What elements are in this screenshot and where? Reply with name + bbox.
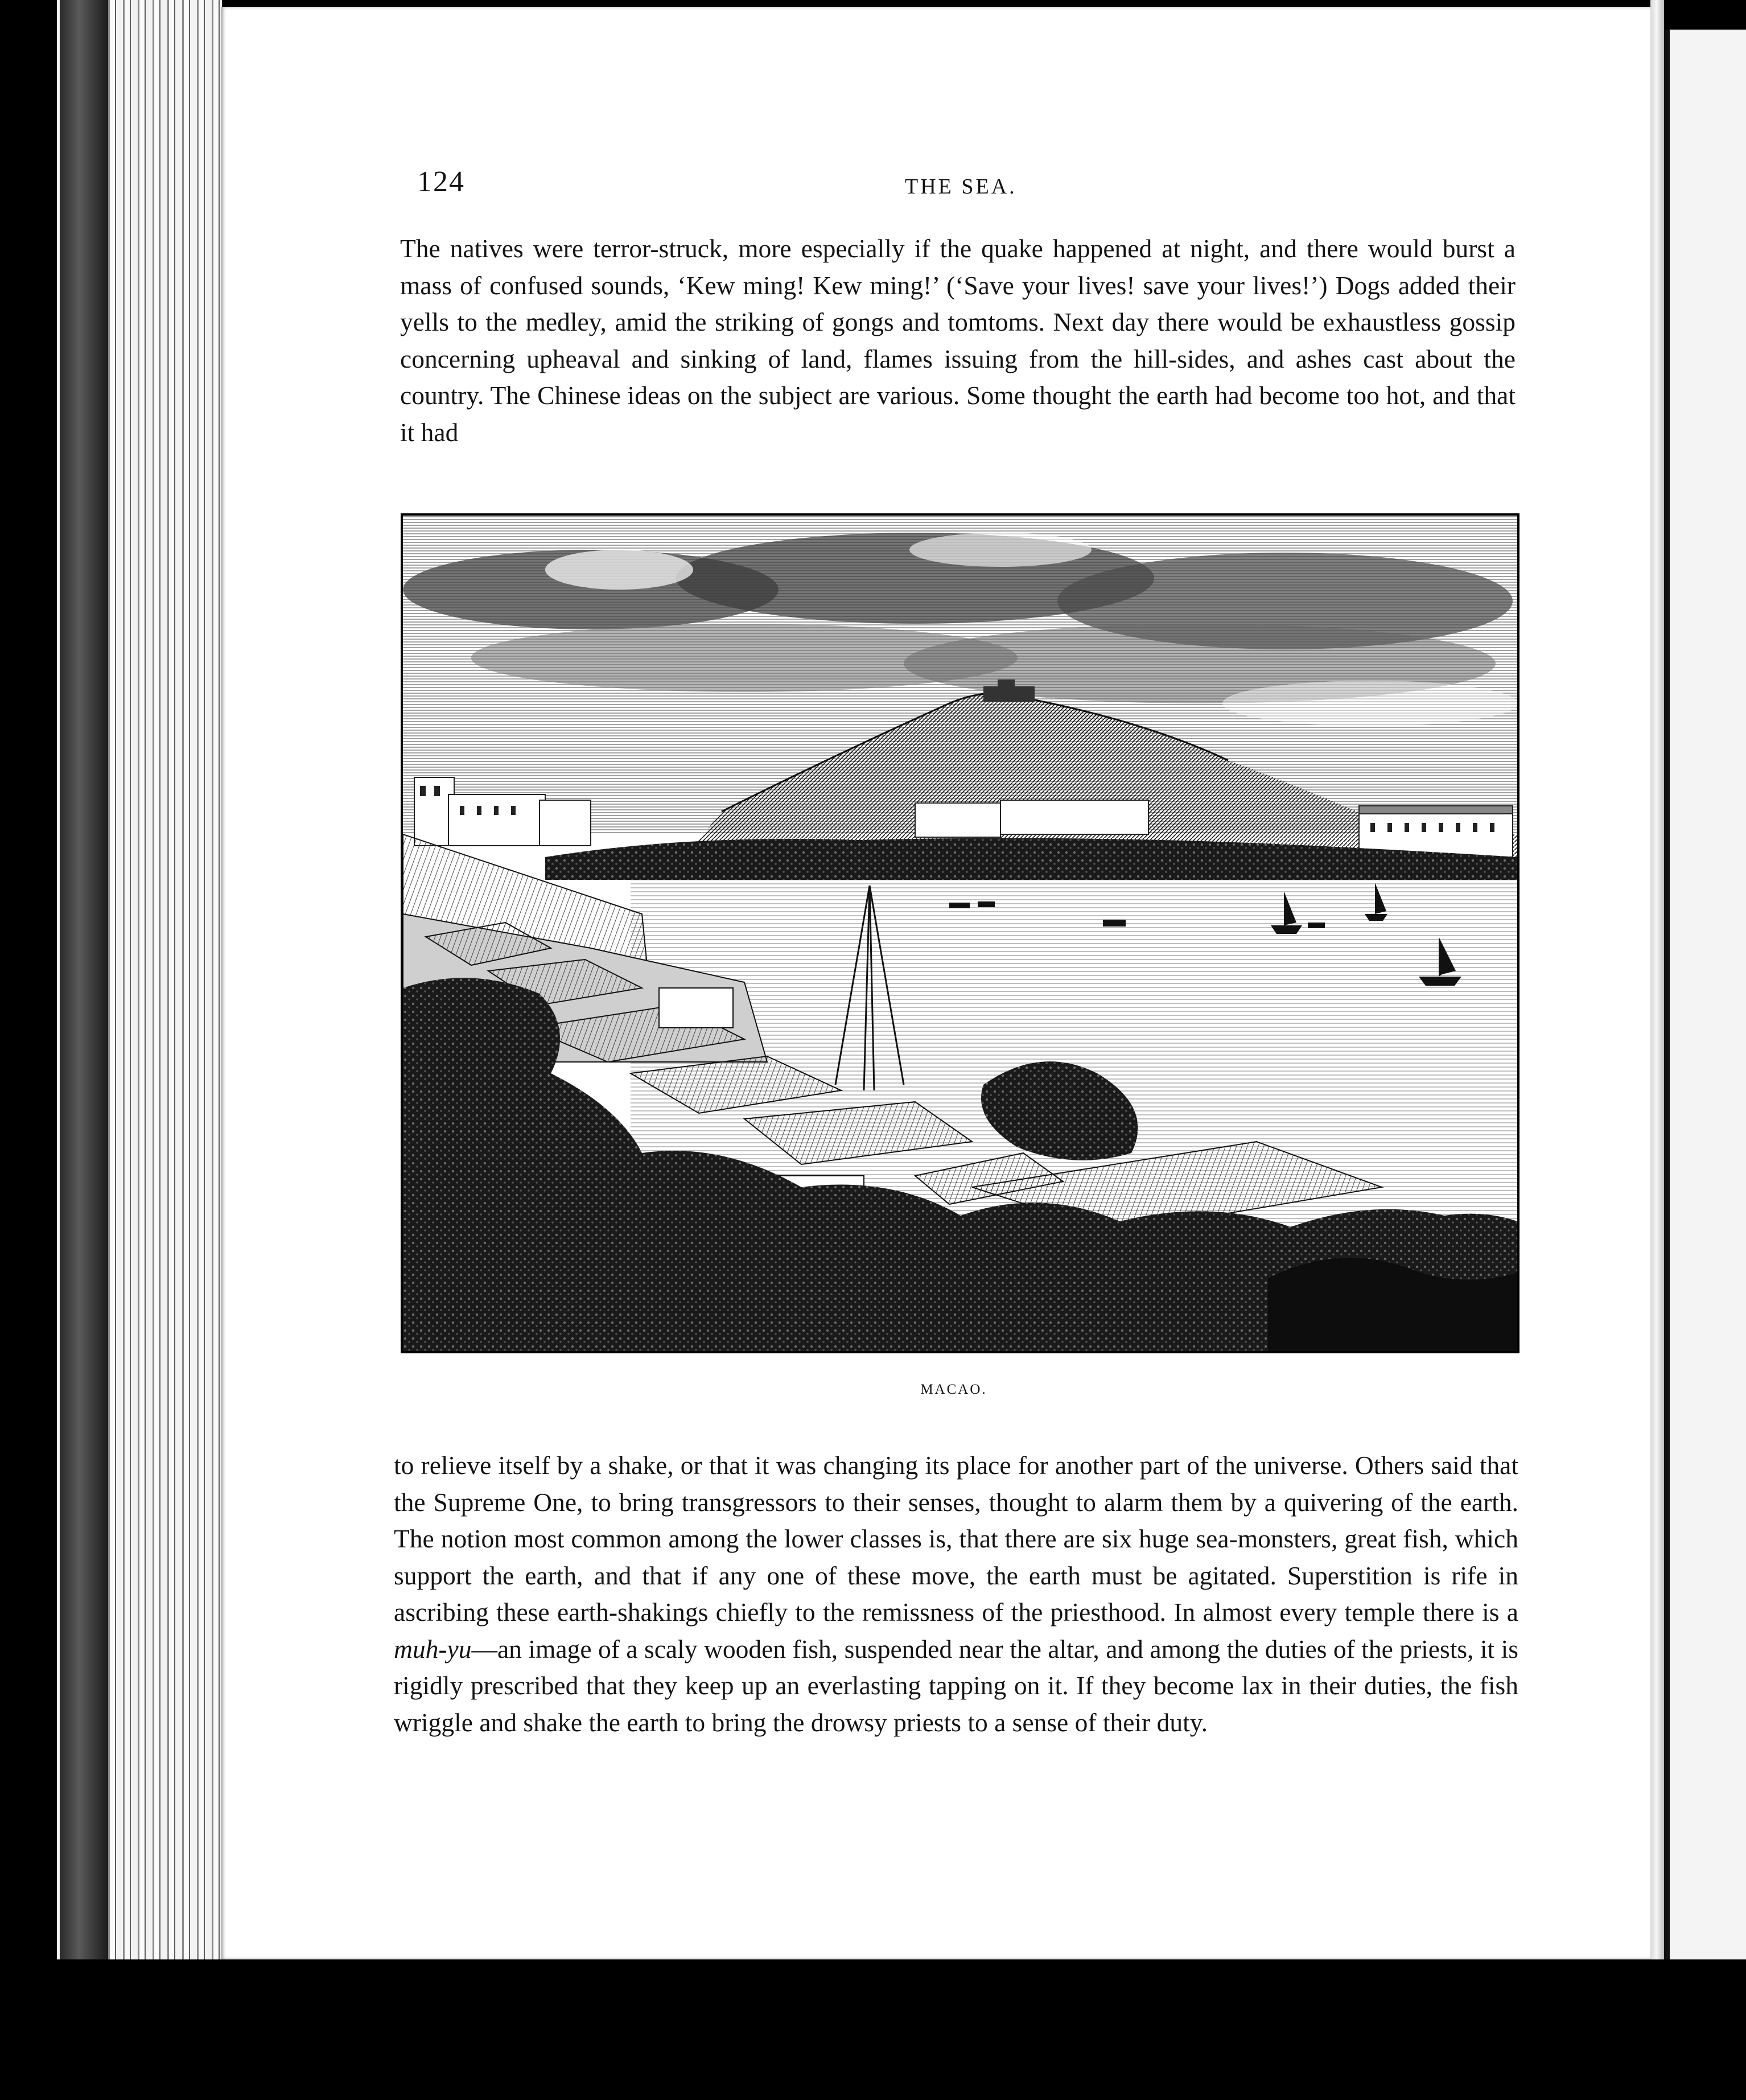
- paragraph-top: The natives were terror-struck, more especially if the quake happened at night, and there would burst a mass of confused sounds, ‘Kew ming! Kew ming!’ (‘Save your lives! save your lives!’) Dogs added their yells to the medley, amid the striking of gongs and tomtoms. Next day there would be exhaustless gossip concerning upheaval and sinking of land, flames issuing from the hill-sides, and ashes cast about the country. The Chinese ideas on the subject are various. Some thought the earth had become too hot, and that it had: [400, 234, 1516, 447]
- facing-page-shadow: [1664, 30, 1670, 1959]
- page-gutter: [1650, 0, 1664, 1959]
- page-number: 124: [417, 166, 465, 198]
- hill-fort: [983, 686, 1035, 702]
- paragraph-bottom: [394, 1447, 1518, 1741]
- book-spine: [60, 0, 108, 1959]
- running-title: THE SEA.: [905, 175, 1017, 199]
- facing-page-edge: [1664, 30, 1746, 1959]
- italic-term: muh-yu: [394, 1634, 472, 1663]
- paragraph-bottom-part-2: —an image of a scaly wooden fish, suspended near the altar, and among the duties of the priests, it is rigidly prescribed that they keep up an everlasting tapping on it. If they become lax in their duties, the fish wriggle and shake the earth to bring the drowsy priests to a sense of their duty.: [394, 1634, 1518, 1737]
- macao-engraving: [401, 513, 1519, 1353]
- paragraph-bottom-part-1: to relieve itself by a shake, or that it was changing its place for another part of the universe. Others said that the Supreme One, to bring transgressors to their senses, thought to alarm them by a quivering of the earth. The notion most common among the lower classes is, that there are six huge sea-monsters, great fish, which support the earth, and that if any one of these move, the earth must be agitated. Superstition is rife in ascribing these earth-shakings chiefly to the remissness of the priesthood. In almost every temple there is a: [394, 1451, 1518, 1627]
- illustration-caption: MACAO.: [920, 1382, 987, 1397]
